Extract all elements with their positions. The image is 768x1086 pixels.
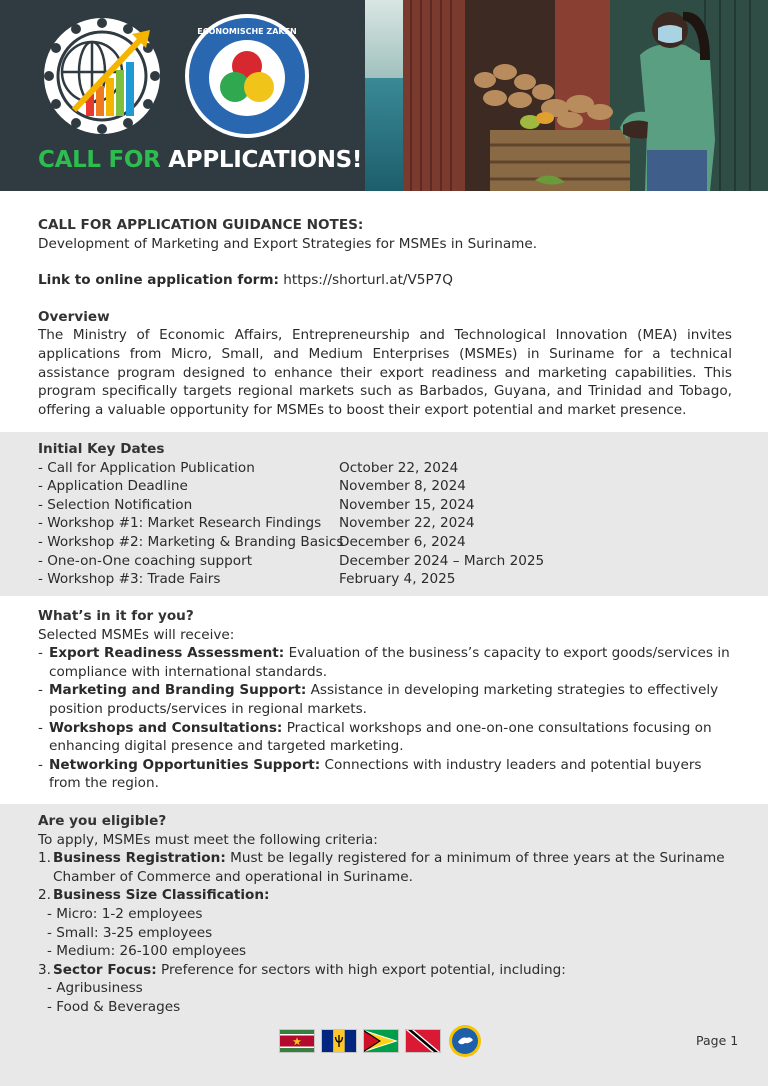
bullet-dash: - (38, 719, 43, 736)
seal-top-text: ECONOMISCHE ZAKEN (197, 27, 297, 36)
criterion-number: 1. (38, 850, 51, 867)
criterion-business-registration (38, 849, 732, 886)
key-date-value: February 4, 2025 (339, 571, 456, 588)
header-left-panel (0, 0, 365, 191)
criterion-title: Business Registration: (53, 850, 226, 867)
link-label: Link to online application form: (38, 272, 279, 289)
benefit-title: Workshops and Consultations: (49, 719, 283, 736)
application-form-link[interactable]: https://shorturl.at/V5P7Q (283, 272, 453, 289)
criterion-sub-item: - Medium: 26-100 employees (47, 943, 247, 960)
criterion-title: Business Size Classification: (53, 887, 270, 904)
key-dates-list (38, 459, 732, 589)
suriname-flag-icon (280, 1030, 314, 1052)
application-link-line (38, 271, 732, 290)
trinidad-tobago-flag-icon (406, 1030, 440, 1052)
key-date-label-wrap: - Call for Application Publication (38, 459, 255, 476)
key-date-label: One-on-One coaching support (47, 552, 253, 569)
criterion-text: Must be legally registered for a minimum of three years at the Suriname Chamber of Commerce and operational in Suriname. (53, 850, 725, 885)
overview-text: The Ministry of Economic Affairs, Entrepreneurship and Technological Innovation (MEA) invites applications from Micro, Small, and Medium Enterprises (MSMEs) in Suriname for a technical assistance program designed to enhance their export readiness and marketing capabilities. This program specifically targets regional markets such as Barbados, Guyana, and Trinidad and Tobago, offering a valuable opportunity for MSMEs to boost their export potential and market presence. (38, 327, 732, 418)
criterion-business-size (38, 886, 732, 905)
key-date-row (38, 570, 732, 589)
benefit-title: Export Readiness Assessment: (49, 645, 285, 662)
benefit-text: Connections with industry leaders and potential buyers from the region. (49, 756, 702, 792)
key-dates-heading: Initial Key Dates (38, 441, 165, 457)
caricom-emblem-icon (448, 1024, 482, 1058)
key-date-row (38, 496, 732, 515)
globe-growth-logo (40, 14, 164, 138)
country-flags-row (280, 1023, 482, 1059)
call-for-applications-title (38, 147, 362, 173)
page-number: Page 1 (696, 1033, 739, 1048)
key-date-label: Workshop #2: Marketing & Branding Basics (47, 533, 344, 550)
benefit-item (38, 681, 732, 718)
ministry-seal-logo (183, 12, 311, 140)
benefit-item (38, 719, 732, 756)
header-photo-produce-container (365, 0, 768, 191)
criterion-title: Sector Focus: (53, 961, 157, 978)
benefit-text-wrap (49, 756, 732, 793)
benefit-text-wrap (49, 644, 732, 681)
guidance-subheading: Development of Marketing and Export Strategies for MSMEs in Suriname. (38, 235, 538, 252)
barbados-flag-icon (322, 1030, 356, 1052)
guyana-flag-icon (364, 1030, 398, 1052)
key-date-label: Workshop #3: Trade Fairs (47, 571, 221, 588)
benefit-text: Practical workshops and one-on-one consultations focusing on enhancing digital presence and targeted marketing. (49, 719, 712, 755)
key-date-value: October 22, 2024 (339, 459, 459, 476)
benefits-list (38, 644, 732, 793)
key-date-label-wrap: - Workshop #2: Marketing & Branding Basics (38, 533, 344, 550)
benefits-section (0, 596, 768, 804)
benefit-title: Marketing and Branding Support: (49, 682, 307, 699)
key-date-label: Selection Notification (47, 496, 193, 513)
key-date-label-wrap: - Application Deadline (38, 478, 188, 495)
key-date-label-wrap: - One-on-One coaching support (38, 552, 253, 569)
benefit-item (38, 756, 732, 793)
key-date-row (38, 477, 732, 496)
criterion-sub-item: - Agribusiness (47, 980, 143, 997)
key-date-label: Workshop #1: Market Research Findings (47, 515, 322, 532)
bullet-dash: - (38, 682, 43, 699)
key-date-label-wrap: - Workshop #1: Market Research Findings (38, 515, 322, 532)
guidance-section (0, 216, 768, 432)
title-green-part: CALL FOR (38, 147, 161, 173)
benefit-text-wrap (49, 719, 732, 756)
key-date-label: Call for Application Publication (47, 459, 255, 476)
bullet-dash: - (38, 645, 43, 662)
criterion-number: 2. (38, 887, 51, 904)
benefit-item (38, 644, 732, 681)
criterion-sector-focus (38, 961, 732, 980)
criterion-text: Preference for sectors with high export potential, including: (161, 961, 566, 978)
criterion-sub-item: - Micro: 1-2 employees (47, 905, 203, 922)
title-white-part: APPLICATIONS! (168, 147, 363, 173)
key-date-row (38, 514, 732, 533)
key-date-value: November 22, 2024 (339, 515, 475, 532)
key-date-label-wrap: - Workshop #3: Trade Fairs (38, 571, 221, 588)
overview-heading: Overview (38, 308, 110, 325)
sector-list (38, 979, 732, 1016)
eligibility-heading: Are you eligible? (38, 813, 167, 829)
benefit-text-wrap (49, 681, 732, 718)
criterion-sub-item: - Small: 3-25 employees (47, 924, 213, 941)
key-date-row (38, 533, 732, 552)
criterion-sub-item: - Food & Beverages (47, 998, 181, 1015)
key-date-label: Application Deadline (47, 478, 188, 495)
benefit-title: Networking Opportunities Support: (49, 756, 321, 773)
key-date-value: November 8, 2024 (339, 478, 466, 495)
benefits-intro: Selected MSMEs will receive: (38, 626, 235, 643)
bullet-dash: - (38, 756, 43, 773)
key-dates-section (0, 432, 768, 596)
size-classification-list (38, 905, 732, 961)
benefits-heading: What’s in it for you? (38, 608, 194, 624)
key-date-value: December 6, 2024 (339, 533, 466, 550)
key-date-value: December 2024 – March 2025 (339, 552, 545, 569)
key-date-label-wrap: - Selection Notification (38, 496, 193, 513)
header-banner (0, 0, 768, 191)
key-date-row (38, 552, 732, 571)
guidance-heading: CALL FOR APPLICATION GUIDANCE NOTES: (38, 217, 364, 233)
criterion-number: 3. (38, 961, 51, 978)
benefit-text: Evaluation of the business’s capacity to export goods/services in compliance with international standards. (49, 645, 730, 680)
key-date-value: November 15, 2024 (339, 496, 475, 513)
benefit-text: Assistance in developing marketing strategies to effectively position products/services in regional markets. (49, 682, 719, 717)
eligibility-intro: To apply, MSMEs must meet the following criteria: (38, 831, 378, 848)
key-date-row (38, 459, 732, 478)
